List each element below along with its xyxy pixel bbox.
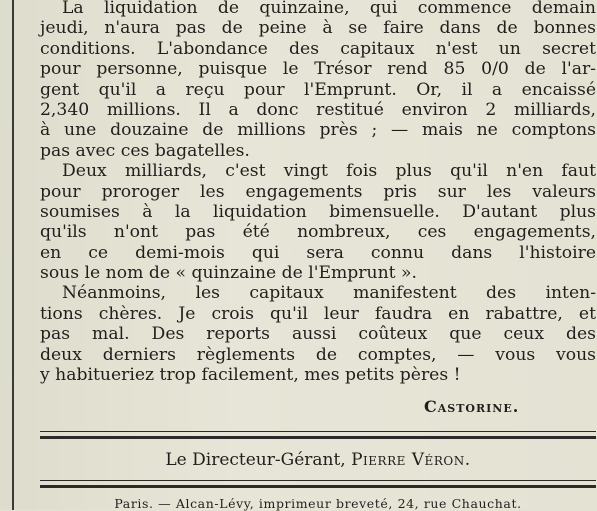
article-line: Néanmoins, les capitaux manifestent des inten- (62, 283, 596, 304)
article-line: deux derniers règlements de comptes, — vous vous (40, 344, 596, 365)
article-line: jeudi, n'aura pas de peine à se faire dans de bonnes (40, 18, 596, 39)
article-line: pas mal. Des reports aussi coûteux que ceux des (40, 324, 596, 345)
director-credit-label: Le Directeur-Gérant, (165, 450, 346, 470)
divider-rule (40, 480, 596, 481)
article-line: La liquidation de quinzaine, qui commence demain (62, 0, 596, 18)
column-margin-rule (12, 0, 14, 510)
article-line: tions chères. Je crois qu'il leur faudra en rabattre, et (40, 303, 596, 324)
director-credit (40, 450, 596, 470)
printer-imprint: Paris. — Alcan-Lévy, imprimeur breveté, 24, rue Chauchat. (114, 496, 522, 511)
divider-rule (40, 431, 596, 432)
article-line: sous le nom de « quinzaine de l'Emprunt ». (40, 263, 418, 284)
article-line: gent qu'il a reçu pour l'Emprunt. Or, il a encaissé (40, 79, 596, 100)
article-line: conditions. L'abondance des capitaux n'est un secret (40, 38, 596, 59)
author-signature: Castorine. (424, 397, 520, 416)
article-line: soumises à la liquidation bimensuelle. D'autant plus (40, 201, 596, 222)
article-line: y habitueriez trop facilement, mes petits pères ! (40, 365, 461, 386)
article-line: 2,340 millions. Il a donc restitué environ 2 milliards, (40, 99, 596, 120)
article-line: Deux milliards, c'est vingt fois plus qu'il n'en faut (62, 161, 596, 182)
article-line: pas avec ces bagatelles. (40, 140, 250, 161)
article-line: pour proroger les engagements pris sur les valeurs (40, 181, 596, 202)
article-line: pour personne, puisque le Trésor rend 85 0/0 de l'ar- (40, 59, 596, 80)
divider-rule (40, 436, 596, 439)
director-name: Pierre Véron. (351, 450, 471, 470)
article-line: en ce demi-mois qui sera connu dans l'histoire (40, 242, 596, 263)
article-body (40, 0, 596, 385)
article-line: qu'ils n'ont pas été nombreux, ces engagements, (40, 222, 596, 243)
article-line: à une douzaine de millions près ; — mais ne comptons (40, 120, 596, 141)
divider-rule (40, 485, 596, 488)
